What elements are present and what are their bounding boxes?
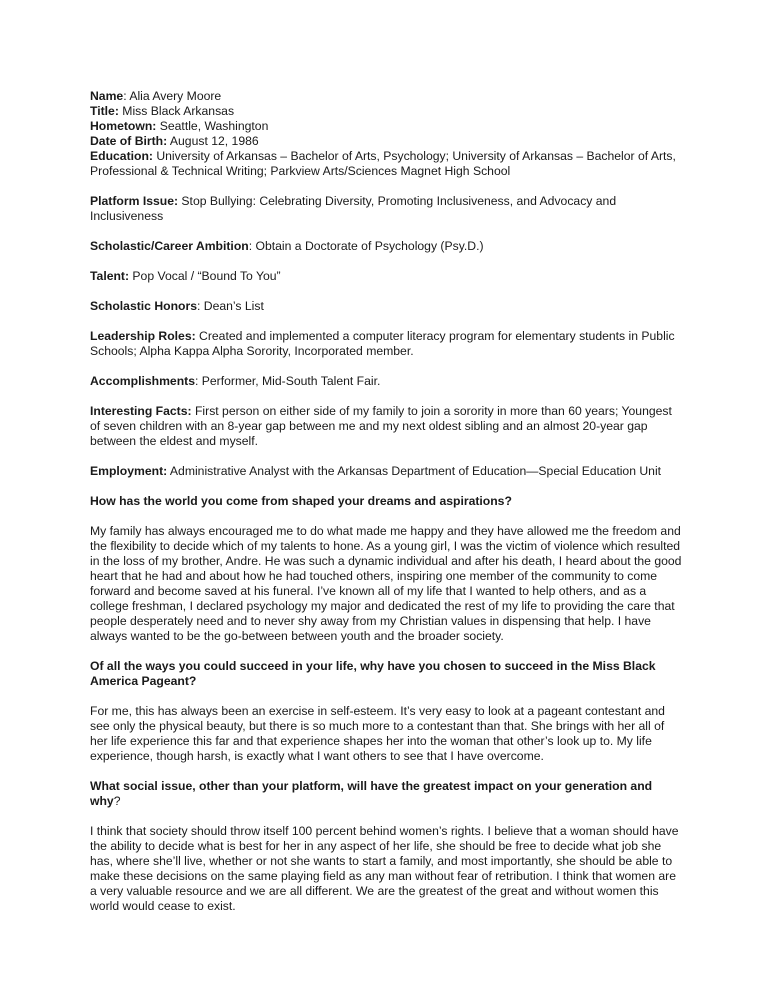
- employment-label: Employment:: [90, 464, 168, 478]
- education-label: Education:: [90, 149, 153, 163]
- question-3-tail: ?: [113, 794, 121, 808]
- hometown-field: [90, 119, 682, 134]
- honors-label: Scholastic Honors: [90, 299, 198, 313]
- name-field: [90, 89, 682, 104]
- accomplishments-label: Accomplishments: [90, 374, 195, 388]
- name-sep: :: [123, 89, 130, 103]
- leadership-field: [90, 329, 682, 359]
- facts-value: First person on either side of my family to join a sorority in more than 60 years; Youngest of seven children with an 8-year gap between me and my next oldest sibling and an almost 20-year gap between the eldest and myself.: [90, 404, 672, 448]
- ambition-value: : Obtain a Doctorate of Psychology (Psy.D.): [248, 239, 484, 253]
- honors-value: : Dean’s List: [197, 299, 264, 313]
- hometown-value: Seattle, Washington: [156, 119, 269, 133]
- accomplishments-field: [90, 374, 682, 389]
- title-label: Title:: [90, 104, 119, 118]
- answer-1: My family has always encouraged me to do what made me happy and they have allowed me the freedom and the flexibility to decide which of my talents to hone. As a young girl, I was the victim of violence which resulted in the loss of my brother, Andre. He was such a dynamic individual and after his death, I heard about the good heart that he had and about how he had touched others, inspiring one member of the community to come forward and become saved at his funeral. I’ve known all of my life that I wanted to help others, and as a college freshman, I declared psychology my major and dedicated the rest of my life to providing the care that people desperately need and to never shy away from my Christian values in dispensing that help. I have always wanted to be the go-between between youth and the broader society.: [90, 524, 682, 643]
- question-1: How has the world you come from shaped your dreams and aspirations?: [90, 494, 512, 508]
- education-field: [90, 149, 682, 179]
- education-value: University of Arkansas – Bachelor of Arts, Psychology; University of Arkansas – Bachelor of Arts, Professional & Technical Writing; Parkview Arts/Sciences Magnet High School: [90, 149, 676, 178]
- platform-value: Stop Bullying: Celebrating Diversity, Promoting Inclusiveness, and Advocacy and Inclusiveness: [90, 194, 617, 223]
- platform-label: Platform Issue:: [90, 194, 179, 208]
- name-value: Alia Avery Moore: [129, 89, 222, 103]
- title-field: [90, 104, 682, 119]
- dob-value: August 12, 1986: [167, 134, 259, 148]
- employment-field: [90, 464, 682, 479]
- ambition-label: Scholastic/Career Ambition: [90, 239, 249, 253]
- accomplishments-value: : Performer, Mid-South Talent Fair.: [194, 374, 381, 388]
- hometown-label: Hometown:: [90, 119, 157, 133]
- leadership-label: Leadership Roles:: [90, 329, 196, 343]
- profile-header: [90, 89, 682, 179]
- honors-field: [90, 299, 682, 314]
- facts-field: [90, 404, 682, 449]
- talent-label: Talent:: [90, 269, 130, 283]
- question-3: [90, 779, 682, 809]
- platform-field: [90, 194, 682, 224]
- question-2: Of all the ways you could succeed in your life, why have you chosen to succeed in the Miss Black America Pageant?: [90, 659, 656, 688]
- dob-label: Date of Birth:: [90, 134, 168, 148]
- ambition-field: [90, 239, 682, 254]
- answer-3: I think that society should throw itself 100 percent behind women’s rights. I believe that a woman should have the ability to decide what is best for her in any aspect of her life, she should be free to decide what job she has, where she’ll live, whether or not she wants to start a family, and most importantly, she should be able to make these decisions on the same playing field as any man without fear of retribution. I think that women are a very valuable resource and we are all different. We are the greatest of the great and without women this world would cease to exist.: [90, 824, 679, 913]
- document-body: [90, 89, 682, 914]
- talent-value: Pop Vocal / “Bound To You”: [129, 269, 281, 283]
- facts-label: Interesting Facts:: [90, 404, 192, 418]
- question-3-text: What social issue, other than your platform, will have the greatest impact on your generation and why: [90, 779, 653, 808]
- leadership-value: Created and implemented a computer literacy program for elementary students in Public Schools; Alpha Kappa Alpha Sorority, Incorporated member.: [90, 329, 675, 358]
- dob-field: [90, 134, 682, 149]
- title-value: Miss Black Arkansas: [118, 104, 235, 118]
- answer-2: For me, this has always been an exercise in self-esteem. It’s very easy to look at a pageant contestant and see only the physical beauty, but there is so much more to a contestant than that. She brings with her all of her life experience this far and that experience shapes her into the woman that other’s look up to. My life experience, though harsh, is exactly what I want others to see that I have overcome.: [90, 704, 665, 763]
- talent-field: [90, 269, 682, 284]
- employment-value: Administrative Analyst with the Arkansas Department of Education—Special Education Unit: [167, 464, 662, 478]
- name-label: Name: [90, 89, 124, 103]
